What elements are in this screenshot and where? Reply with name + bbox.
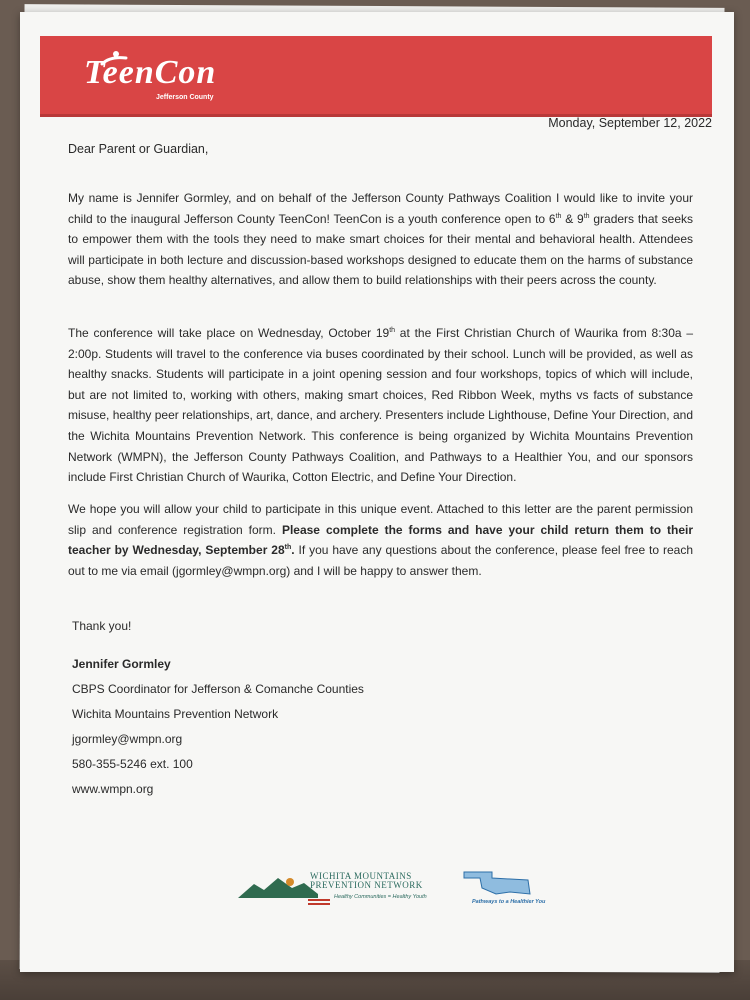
signer-title: CBPS Coordinator for Jefferson & Comanche Counties — [72, 682, 364, 696]
wmpn-line1: WICHITA MOUNTAINS — [310, 871, 412, 881]
letter-date: Monday, September 12, 2022 — [548, 116, 712, 130]
paragraph3-text-a: We hope you will allow your child to participate in this unique event. Attached to this letter are the parent permission slip and conference registration form. — [68, 502, 693, 537]
signer-email: jgormley@wmpn.org — [72, 732, 183, 746]
pathways-logo — [460, 868, 550, 910]
wmpn-line2: PREVENTION NETWORK — [310, 880, 423, 890]
signer-name: Jennifer Gormley — [72, 657, 171, 671]
wmpn-wordmark — [310, 872, 423, 890]
superscript: th — [389, 327, 396, 334]
teencon-logo — [84, 50, 234, 108]
superscript: th — [555, 212, 562, 220]
mountains-icon — [238, 874, 318, 900]
paragraph-details — [68, 323, 693, 488]
paragraph3-text-c: If you have any questions about the conference, please feel free to reach out to me via email (jgormley@wmpn.org) and I will be happy to answer them. — [68, 543, 693, 578]
closing: Thank you! — [72, 619, 132, 633]
paragraph-request — [68, 499, 693, 581]
paragraph1-text-b: & 9 — [561, 211, 584, 226]
superscript: th — [284, 544, 292, 552]
wmpn-tagline: Healthy Communities = Healthy Youth — [334, 894, 427, 900]
deadline-text: Please complete the forms and have your child return them to their teacher by Wednesday, September 28 — [68, 522, 693, 558]
paragraph1-text-c: graders that seeks to empower them with the tools they need to make smart choices for their mental and behavioral health. Attendees will participate in both lecture and discussion-based workshops designed to educate them on the harms of substance abuse, show them healthy alternatives, and allow them to build relationships with their peers across the county. — [68, 211, 694, 288]
paragraph-invitation — [68, 188, 693, 291]
signature-block — [72, 652, 364, 802]
paragraph2-text-b: at the First Christian Church of Waurika from 8:30a – 2:00p. Students will travel to the conference via buses coordinated by their school. Lunch will be provided, as well as healthy snacks. Students will participate in a joint opening session and four workshops, topics of which will include, but are not limited to, working with others, making smart choices, Red Ribbon Week, myths vs facts of substance misuse, healthy peer relationships, art, dance, and archery. Presenters include Lighthouse, Define Your Direction, and the Wichita Mountains Prevention Network. This conference is being organized by Wichita Mountains Prevention Network (WMPN), the Jefferson County Pathways Coalition, and Pathways to a Healthier You, and our sponsors include First Christian Church of Waurika, Cotton Electric, and Define Your Direction. — [68, 326, 694, 485]
logo-subtitle: Jefferson County — [156, 94, 214, 101]
superscript: th — [583, 212, 590, 220]
signer-website: www.wmpn.org — [72, 782, 154, 796]
oklahoma-map-icon — [462, 868, 532, 898]
salutation: Dear Parent or Guardian, — [68, 142, 209, 156]
letter-page — [20, 12, 734, 972]
sun-stripes-icon — [304, 898, 334, 908]
logo-wordmark: TeenCon — [84, 54, 217, 91]
pathways-tagline: Pathways to a Healthier You — [472, 899, 546, 905]
signer-organization: Wichita Mountains Prevention Network — [72, 707, 279, 721]
wmpn-logo — [238, 870, 458, 910]
deadline-period: . — [291, 543, 295, 558]
paragraph2-text-a: The conference will take place on Wednesday, October 19 — [68, 326, 390, 340]
paragraph1-text-a: My name is Jennifer Gormley, and on behalf of the Jefferson County Pathways Coalition I would like to invite your child to the inaugural Jefferson County TeenCon! TeenCon is a youth conference open to 6 — [68, 191, 693, 226]
signer-phone: 580-355-5246 ext. 100 — [72, 757, 193, 771]
